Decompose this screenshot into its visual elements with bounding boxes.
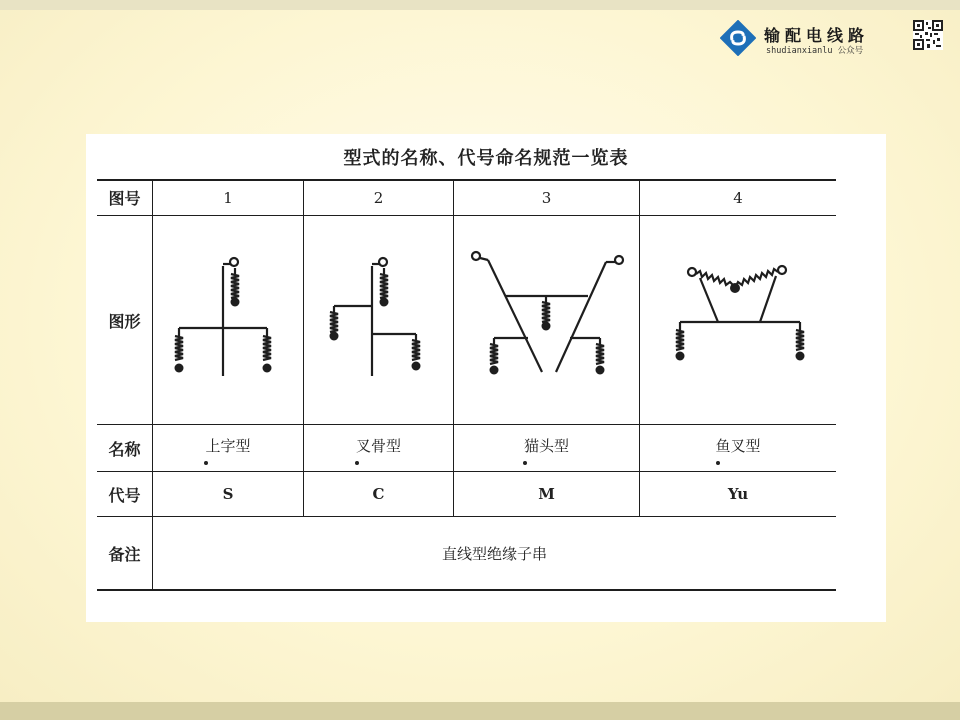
column-number: 4 [733,188,743,207]
row-label-name: 名称 [108,439,141,459]
row-label-code: 代号 [108,485,141,505]
column-name: 猫头型 [523,436,569,455]
bottom-band [0,702,960,720]
row-label-remark: 备注 [108,544,141,564]
shang-zi-insulator-figure [153,216,303,424]
row-label-figure: 图形 [108,311,141,331]
brand-subtitle: shudianxianlu 公众号 [766,46,864,56]
emphasis-dot [716,461,720,465]
cha-gu-insulator-figure [304,216,453,424]
column-name: 上字型 [205,436,251,455]
emphasis-dot [355,461,359,465]
column-number: 1 [223,188,233,207]
emphasis-dot [523,461,527,465]
brand-logo-icon [720,20,756,56]
column-number: 2 [373,188,384,207]
yu-cha-insulator-figure [640,216,836,424]
remark-text: 直线型绝缘子串 [441,544,547,563]
naming-table-card [86,134,886,622]
brand-header [720,20,945,60]
column-name: 鱼叉型 [715,436,761,455]
table-rule-bottom [97,589,836,591]
column-number: 3 [541,188,552,207]
column-name: 叉骨型 [355,436,401,455]
column-code: Yu [727,485,749,503]
table-title: 型式的名称、代号命名规范一览表 [343,148,629,169]
brand-name: 输配电线路 [764,26,870,45]
column-code: M [538,485,555,503]
top-band [0,0,960,10]
column-code: S [222,485,234,503]
emphasis-dot [204,461,208,465]
column-code: C [372,485,385,503]
qr-code-icon[interactable] [913,20,943,50]
mao-tou-insulator-figure [454,216,639,424]
row-label-number: 图号 [108,189,141,208]
